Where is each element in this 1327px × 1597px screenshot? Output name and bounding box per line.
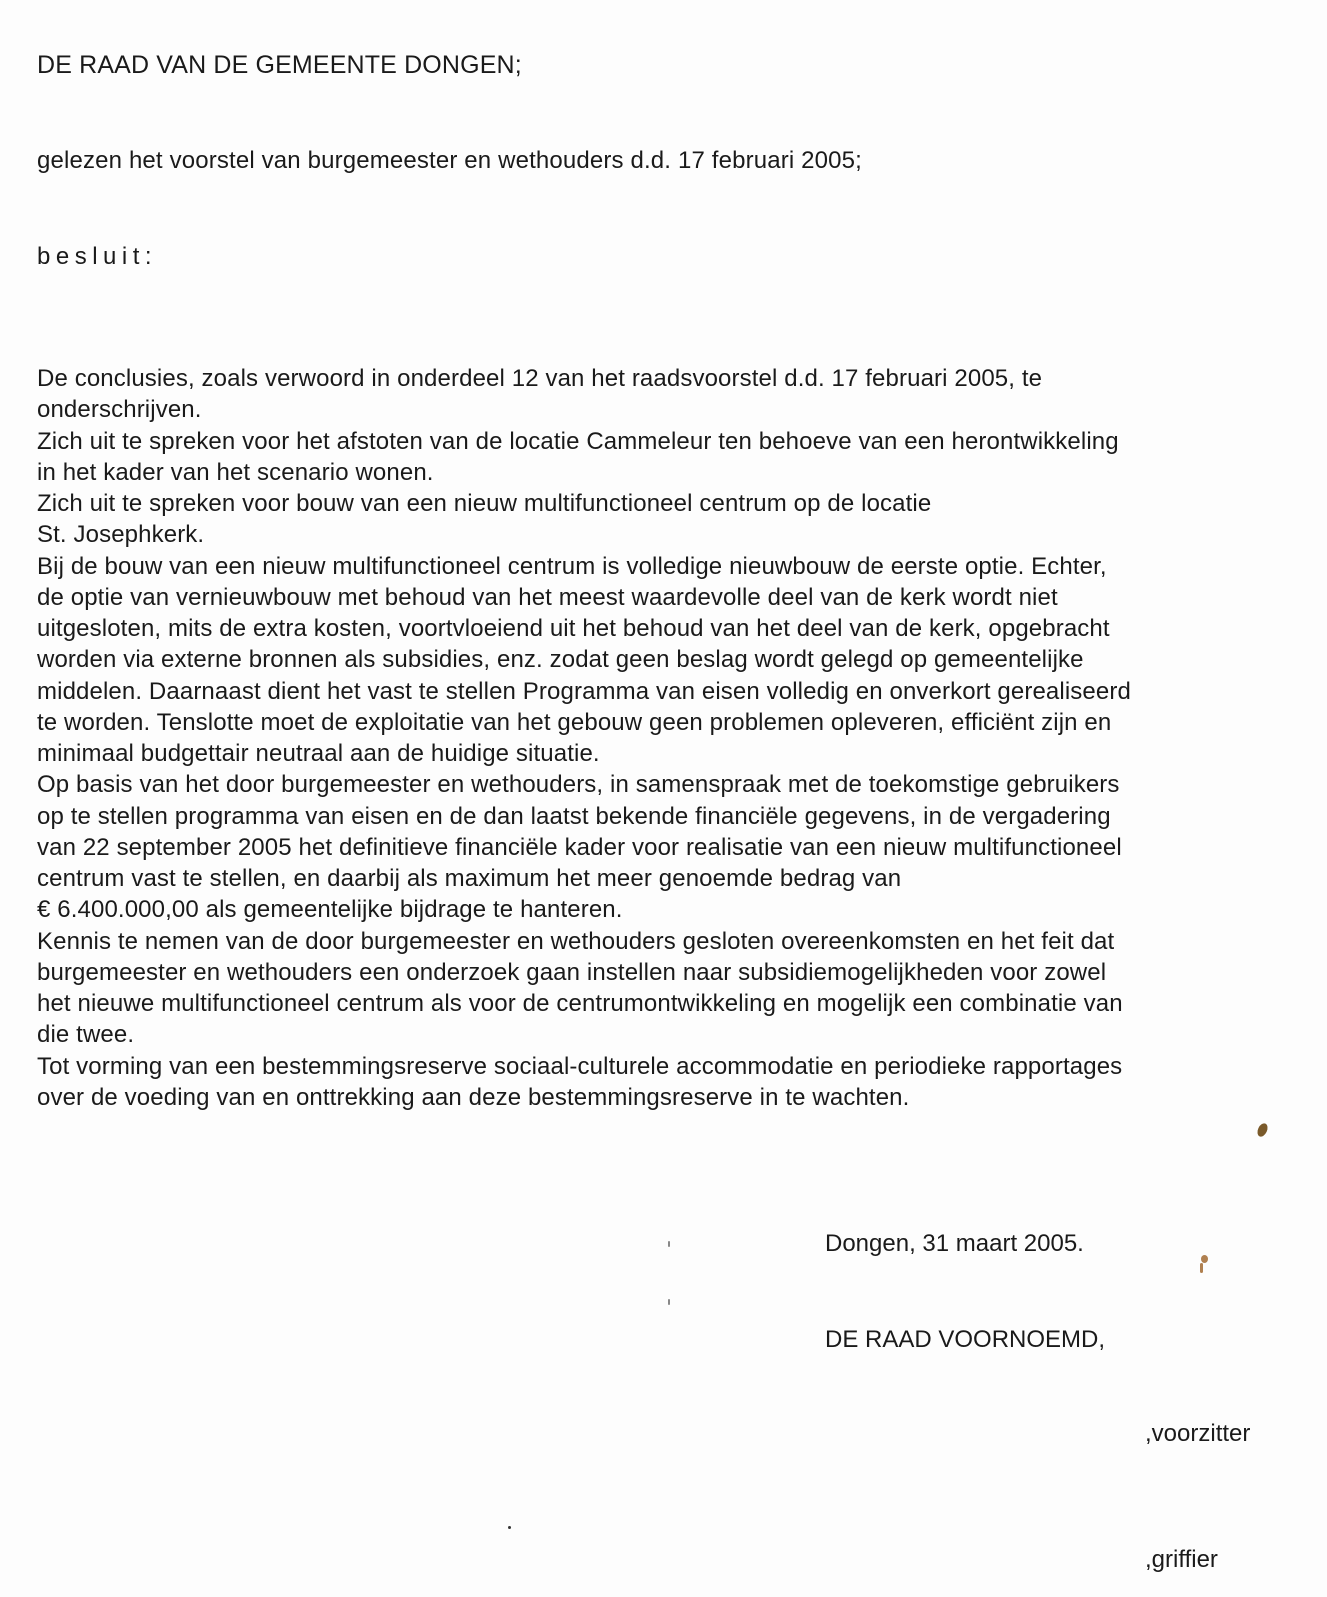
place-date: Dongen, 31 maart 2005.	[825, 1230, 1084, 1257]
body-line: Tot vorming van een bestemmingsreserve sociaal-culturele accommodatie en periodieke rapportages	[37, 1052, 1123, 1080]
body-line: burgemeester en wethouders een onderzoek gaan instellen naar subsidiemogelijkheden voor zowel	[37, 958, 1107, 986]
body-line: Kennis te nemen van de door burgemeester en wethouders gesloten overeenkomsten en het feit dat	[37, 927, 1115, 955]
scan-mark	[668, 1241, 670, 1247]
body-line: van 22 september 2005 het definitieve financiële kader voor realisatie van een nieuw multifunctioneel	[37, 833, 1122, 861]
body-line: te worden. Tenslotte moet de exploitatie van het gebouw geen problemen opleveren, efficiënt zijn en	[37, 708, 1112, 736]
body-line: het nieuwe multifunctioneel centrum als voor de centrumontwikkeling en mogelijk een combinatie van	[37, 990, 1123, 1017]
body-line: centrum vast te stellen, en daarbij als maximum het meer genoemde bedrag van	[37, 865, 902, 892]
body-line: worden via externe bronnen als subsidies, enz. zodat geen beslag wordt gelegd op gemeentelijke	[37, 646, 1084, 674]
body-line: uitgesloten, mits de extra kosten, voortvloeiend uit het behoud van het deel van de kerk, opgebracht	[37, 615, 1110, 642]
scan-stain	[1255, 1122, 1269, 1138]
document-heading: DE RAAD VAN DE GEMEENTE DONGEN;	[37, 51, 522, 79]
scan-dot	[508, 1526, 511, 1529]
scan-mark	[668, 1299, 670, 1305]
body-line: de optie van vernieuwbouw met behoud van het meest waardevolle deel van de kerk wordt niet	[37, 583, 1058, 611]
chair-signature-line: ,voorzitter	[1145, 1420, 1251, 1447]
body-line: St. Josephkerk.	[37, 521, 205, 549]
scan-stain	[1201, 1255, 1208, 1263]
body-line: De conclusies, zoals verwoord in onderdeel 12 van het raadsvoorstel d.d. 17 februari 2005, te	[37, 365, 1043, 392]
body-line: Op basis van het door burgemeester en wethouders, in samenspraak met de toekomstige gebruikers	[37, 771, 1120, 799]
body-line: minimaal budgettair neutraal aan de huidige situatie.	[37, 740, 600, 767]
body-line: Zich uit te spreken voor bouw van een nieuw multifunctioneel centrum op de locatie	[37, 490, 932, 517]
council-signoff: DE RAAD VOORNOEMD,	[825, 1326, 1106, 1353]
body-line: op te stellen programma van eisen en de dan laatst bekende financiële gegevens, in de vergadering	[37, 802, 1111, 830]
body-line: € 6.400.000,00 als gemeentelijke bijdrage te hanteren.	[37, 896, 623, 924]
body-line: die twee.	[37, 1021, 135, 1049]
body-line: middelen. Daarnaast dient het vast te stellen Programma van eisen volledig en onverkort gerealiseerd	[37, 677, 1131, 705]
body-line: in het kader van het scenario wonen.	[37, 458, 434, 486]
body-line: over de voeding van en onttrekking aan deze bestemmingsreserve in te wachten.	[37, 1083, 910, 1111]
clerk-signature-line: ,griffier	[1145, 1546, 1218, 1573]
scan-stain	[1200, 1263, 1203, 1273]
body-line: Bij de bouw van een nieuw multifunctioneel centrum is volledige nieuwbouw de eerste optie. Echter,	[37, 552, 1107, 580]
decides-label: besluit:	[37, 243, 158, 270]
read-proposal-line: gelezen het voorstel van burgemeester en wethouders d.d. 17 februari 2005;	[37, 147, 862, 174]
decision-body	[37, 363, 1131, 1113]
body-line: Zich uit te spreken voor het afstoten van de locatie Cammeleur ten behoeve van een herontwikkeling	[37, 427, 1119, 455]
body-line: onderschrijven.	[37, 396, 202, 424]
